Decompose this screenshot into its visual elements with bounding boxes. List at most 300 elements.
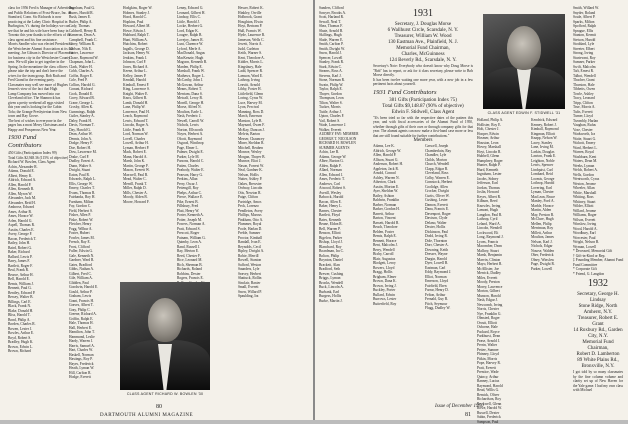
contributor-name: Smith, Dwight W. bbox=[319, 47, 369, 52]
footnote-line: ‡ Founding Member, Alumni Fund bbox=[573, 258, 623, 263]
contributor-name: Hull, Francis W. bbox=[238, 29, 295, 34]
contributor-name: Buckley, Porter bbox=[373, 288, 421, 293]
contributor-name: Snyder, Roland bbox=[573, 11, 623, 16]
contributor-name: Ripley, Dwight A. bbox=[238, 249, 295, 254]
contributor-name: Nason, Forrest W. bbox=[238, 164, 295, 169]
contributor-name: Drake, Carl F. bbox=[69, 155, 119, 160]
contributor-name: Atwood, Robert S. bbox=[319, 186, 369, 191]
contributor-name: Weeks, Lyman bbox=[573, 164, 623, 169]
contributor-name: Thayer, Gordon bbox=[319, 92, 369, 97]
contributor-name: Sewall, Neal T. bbox=[319, 20, 369, 25]
contributor-name: Morrill, George H. bbox=[177, 101, 234, 106]
contributor-name: Rice, Leonard M. bbox=[177, 258, 234, 263]
contributor-name: Nichols, Lewis bbox=[177, 123, 234, 128]
contributor-name: Taft, Ernest R. bbox=[573, 69, 623, 74]
contributor-name: Austin, Morton E. bbox=[373, 185, 421, 190]
contributor-name: Chamberlain, Ray bbox=[425, 149, 473, 154]
contributor-name: Phinney, Lloyd bbox=[477, 352, 527, 357]
contributor-name: Haskell, Norman bbox=[69, 353, 119, 358]
contributor-name: Sturtevant, Roy bbox=[573, 56, 623, 61]
fund-subheading: 381 Gifts (Participation Index 75) bbox=[373, 98, 473, 104]
contributor-name: Tracy, Leonard bbox=[573, 96, 623, 101]
page-number-left: 80 bbox=[156, 404, 162, 410]
contributor-name: Borden, Charles R. bbox=[8, 322, 65, 327]
contributor-name: Cushing, Lester bbox=[425, 198, 473, 203]
contributor-name: Achin, Alexander R. bbox=[8, 165, 65, 170]
contributor-name: Ellis, George W. bbox=[69, 182, 119, 187]
contributor-name: Lamb, Donald H. bbox=[123, 101, 173, 106]
contributor-name: Norton, Ellsworth bbox=[177, 128, 234, 133]
contributor-name: Bates, Kenneth bbox=[319, 218, 369, 223]
contributor-name: Lyford, Merle A. bbox=[177, 47, 234, 52]
contributor-name: Shute, Arnold B. bbox=[319, 29, 369, 34]
contributor-name: Paige, Clifton bbox=[238, 195, 295, 200]
contributor-name: Hosmer, Arthur bbox=[477, 136, 527, 141]
contributor-name: Leonard, Gilbert H. bbox=[177, 11, 234, 16]
contributor-name: Alexander, Reid H. bbox=[8, 201, 65, 206]
contributor-name: Whitney, Stuart bbox=[573, 200, 623, 205]
photo-caption-2: CLASS AGENT EDWIN F. STIDWELL '31 bbox=[475, 111, 573, 115]
contributor-name: Doe, Robert H. bbox=[69, 146, 119, 151]
contributor-name: Curtis, Oliver W. bbox=[425, 194, 473, 199]
contributor-name: Babcock, Harold bbox=[319, 195, 369, 200]
contributor-name: Melvin, Barton bbox=[238, 132, 295, 137]
contributor-name: Howard, Albert M. bbox=[123, 24, 173, 29]
contributor-name: Barnes, Chester bbox=[319, 209, 369, 214]
contributor-name: Blair, Augustus bbox=[373, 257, 421, 262]
contributor-name: Potter, Joseph M. bbox=[177, 218, 234, 223]
contributor-name: Aldrich, George W. bbox=[373, 149, 421, 154]
contributor-name: Griffin, Ralph E. bbox=[69, 317, 119, 322]
contributor-name: Comstock, Herbert bbox=[425, 180, 473, 185]
contributor-name: Gibbs, Nathan A. bbox=[69, 267, 119, 272]
contributor-name: Swift, Malcolm bbox=[573, 65, 623, 70]
contributor-name: Howe, Edwin J. bbox=[123, 29, 173, 34]
contributor-name: Lathrop, Irving bbox=[238, 78, 295, 83]
contributor-name: Colby, Warren E. bbox=[425, 176, 473, 181]
contributor-name: Lyon, Percival bbox=[238, 105, 295, 110]
contributor-name: Hoyt, Lincoln R. bbox=[477, 150, 527, 155]
footnote-line: * Corporate Gift bbox=[573, 267, 623, 272]
contributor-name: Miles, Everett bbox=[477, 276, 527, 281]
contributor-name: Briggs, Lyman bbox=[319, 276, 369, 281]
contributor-name: Hurd, Kenneth bbox=[477, 168, 527, 173]
contributor-name: Palmer, Dwight E. bbox=[177, 150, 234, 155]
contributor-name: Parkhurst, Dean bbox=[477, 334, 527, 339]
contributor-name: Belden, Foster bbox=[373, 230, 421, 235]
contributor-name: Osborne, Hale bbox=[477, 325, 527, 330]
contributor-name: Edwards, Ralph L. bbox=[69, 177, 119, 182]
contributor-name: Littlefield, Glenn bbox=[238, 92, 295, 97]
contributor-name: Wright, Nelson B. bbox=[573, 240, 623, 245]
contributor-name: Pettee, Sumner bbox=[477, 348, 527, 353]
article-line: and Public Relations of Frost-Bruce, Inc. in bbox=[8, 11, 65, 16]
contributor-name: Pillsbury, Fred bbox=[177, 204, 234, 209]
article-line: Stamford, Conn. Sic Richards is now bbox=[8, 15, 65, 20]
contributor-name: Graham, Lewis bbox=[69, 294, 119, 299]
contributor-name: Shea, Thomas F. bbox=[319, 24, 369, 29]
contributor-name: Seavey, Herbert bbox=[238, 272, 295, 277]
contributor-name: Bradford, Seth bbox=[319, 267, 369, 272]
contributor-name: Marvin, Clinton bbox=[477, 258, 527, 263]
contributor-name: Elliot, Norman bbox=[425, 275, 473, 280]
class-year-heading: 1932 bbox=[573, 278, 623, 290]
contributor-name: Neal, Gardner K. bbox=[238, 168, 295, 173]
footnote-line: Fund Committee bbox=[573, 263, 623, 268]
contributor-name: Hutchins, Robert bbox=[123, 42, 173, 47]
contributor-name: Lord, Norman W. bbox=[123, 132, 173, 137]
contributor-name: Keyes, Albert R. bbox=[477, 195, 527, 200]
contributor-name: Lane, Irving M. bbox=[531, 145, 571, 150]
contributor-name: Eaton, Paul R. bbox=[69, 173, 119, 178]
contributor-name: Clark, Walter H. bbox=[69, 65, 119, 70]
class-officer-line: Charles, McGuinness bbox=[373, 52, 473, 58]
contributor-name: Field, Herbert S. bbox=[69, 209, 119, 214]
contributor-name: Smith, Carlton P. bbox=[319, 42, 369, 47]
contributor-name: Kingsbury, Hale bbox=[238, 65, 295, 70]
contributor-name: Pease, Arnold J. bbox=[477, 339, 527, 344]
contributor-name: Kilburn, Reed bbox=[477, 199, 527, 204]
contributor-name: Day, Harold G. bbox=[69, 128, 119, 133]
contributor-name: Fletcher, Henry bbox=[69, 222, 119, 227]
left-column-5 bbox=[238, 6, 295, 299]
contributor-name: Page, Elmer L. bbox=[177, 146, 234, 151]
contributor-name: Pratt, Everett bbox=[477, 366, 527, 371]
contributor-name: Marden, Philip E. bbox=[177, 65, 234, 70]
contributor-name: Moore, Howard F. bbox=[123, 200, 173, 205]
contributor-name: Eastman, Carl bbox=[425, 266, 473, 271]
contributor-name: Knowles, Irving bbox=[477, 204, 527, 209]
contributor-name: Flagg, Dudley W. bbox=[425, 306, 473, 311]
contributor-name: Skillings, Hugh bbox=[319, 33, 369, 38]
contributor-name: Mitchell, Reuben bbox=[238, 146, 295, 151]
contributor-name: Slade, Warren E. bbox=[319, 38, 369, 43]
contributor-name: Carter, Lawrence bbox=[69, 51, 119, 56]
contributor-name: Phillips, Marcus bbox=[238, 213, 295, 218]
contributor-name: Kimball, Ernest F. bbox=[123, 83, 173, 88]
contributor-name: Anderson, Robert H. bbox=[373, 162, 421, 167]
contributor-name: Rogers, Francis E. bbox=[177, 276, 234, 281]
article-line: the Westchester Alumni Association at its fall bbox=[8, 47, 65, 52]
contributor-name: Leavitt, Arnold bbox=[238, 83, 295, 88]
contributor-name: Lord, Edgar K. bbox=[177, 29, 234, 34]
article-line: pages has a most Merry Christmas and a bbox=[8, 123, 65, 128]
contributor-name: Pope, Harvey R. bbox=[477, 361, 527, 366]
contributor-name: Beal, Frank R. bbox=[8, 268, 65, 273]
contributor-name: Shattuck, Rollin bbox=[238, 276, 295, 281]
contributor-name: Dwight, Stuart bbox=[69, 168, 119, 173]
contributor-name: Goodwin, Harold E. bbox=[69, 285, 119, 290]
article-paragraph: Secretary's Note: Everybody who doesn't know why Doug Morse is "Bob" has to report, or ask for it class secretary, please write to Bob Morse directly. bbox=[373, 64, 473, 78]
contributor-name: Berry, Wendell bbox=[373, 248, 421, 253]
contributor-name: Hood, Harold C. bbox=[123, 15, 173, 20]
contributor-name: Jordan, Thomas bbox=[477, 186, 527, 191]
contributor-name: Caswell, Joseph bbox=[425, 144, 473, 149]
contributor-name: Soule, Albert P. bbox=[573, 15, 623, 20]
contributor-name: Clapp, Edgar R. bbox=[425, 167, 473, 172]
contributor-name: Libby, Foster H. bbox=[238, 87, 295, 92]
contributor-name: Cameron, Dean A. bbox=[69, 33, 119, 38]
contributor-name: Robbins, Dexter bbox=[177, 272, 234, 277]
contributor-name: Merriman, Roy bbox=[531, 226, 571, 231]
article-line: Morris Sandler who was elected President of bbox=[8, 42, 65, 47]
contributor-name: Davison, Clyde bbox=[425, 216, 473, 221]
article-line: given a pretty weekend all eggs visited bbox=[8, 101, 65, 106]
contributor-name: Campbell, Frank C. bbox=[69, 38, 119, 43]
contributor-name: Prentice, Wade bbox=[477, 370, 527, 375]
fund-heading: 1931 Fund Contributors bbox=[373, 89, 473, 97]
contributor-name: MacDonald, Angus bbox=[177, 51, 234, 56]
contributor-name: Andrews, Carl bbox=[319, 182, 369, 187]
contributor-name: Gilbert, Fred C. bbox=[69, 272, 119, 277]
contributor-name: Barton, Vincent bbox=[373, 216, 421, 221]
contributor-name: Fitch, Seymour bbox=[425, 302, 473, 307]
contributor-name: Larkin, Douglas bbox=[531, 150, 571, 155]
contributor-name: Evans, Thomas R. bbox=[69, 191, 119, 196]
contributor-name: Manning, Ross D. bbox=[238, 110, 295, 115]
contributor-name: Gale, Kenneth N. bbox=[69, 254, 119, 259]
contributor-name: French, Ray E. bbox=[69, 240, 119, 245]
contributor-name: Nelson, Karl J. bbox=[531, 240, 571, 245]
contributor-name: Magoon, Kenneth R. bbox=[177, 60, 234, 65]
contributor-name: Merrick, Dudley bbox=[477, 271, 527, 276]
contributor-name: Strong, Irving bbox=[573, 51, 623, 56]
contributor-name: McCarthy, John J. bbox=[177, 78, 234, 83]
contributor-name: Daley, Frank H. bbox=[69, 119, 119, 124]
contributor-name: Messer, Chauncey bbox=[238, 137, 295, 142]
right-page bbox=[315, 0, 628, 420]
contributor-name: Spaulding, Ira bbox=[238, 294, 295, 299]
contributor-name: Metcalf, Leroy B. bbox=[177, 96, 234, 101]
contributor-name: Dorr, Chester A. bbox=[425, 243, 473, 248]
contributor-name: Nye, Franklin G. bbox=[477, 312, 527, 317]
contributor-name: Collins, Harold G. bbox=[69, 83, 119, 88]
article-line: see that he and his wife have been busy in bbox=[8, 29, 65, 34]
contributor-name: Corey, Edward B. bbox=[69, 96, 119, 101]
contributor-name: Lindsay, Ellis C. bbox=[177, 15, 234, 20]
contributor-name: Hinkley, Orville bbox=[238, 11, 295, 16]
contributor-name: Morgan, Thayer B. bbox=[238, 155, 295, 160]
contributor-name: Stark, Edwin C. bbox=[319, 65, 369, 70]
contributor-name: Buck, Lincoln A. bbox=[319, 285, 369, 290]
contributor-name: Lougee, Ralph B. bbox=[177, 33, 234, 38]
article-line: Spring. In the meantime the class officers bbox=[8, 65, 65, 70]
contributor-name: Averill, Wesley bbox=[319, 191, 369, 196]
contributor-name: Lovejoy, James R. bbox=[177, 38, 234, 43]
contributor-name: Chandler, Lyle bbox=[425, 153, 473, 158]
contributor-name: Pike, Ernest B. bbox=[177, 200, 234, 205]
contributor-name: Bentley, Edward P. bbox=[8, 291, 65, 296]
contributor-name: Powers, Norman A. bbox=[177, 222, 234, 227]
contributor-name: Knight, Walter E. bbox=[123, 92, 173, 97]
right-column-1 bbox=[319, 6, 369, 303]
contributor-name: Hastings, Roy P. bbox=[69, 357, 119, 362]
contributor-name: Austin, Charles E. bbox=[8, 228, 65, 233]
contributor-name: Sprague, Ellis bbox=[573, 29, 623, 34]
contributor-name: Kent, Theodore A. bbox=[238, 56, 295, 61]
contributor-name: Heath, Lyman W. bbox=[69, 366, 119, 371]
contributor-name: Fernald, Guy R. bbox=[425, 297, 473, 302]
contributor-name: Wadsworth, Ira bbox=[573, 132, 623, 137]
contributor-name: Allen, Myron W. bbox=[8, 192, 65, 197]
contributor-name: Parker, Lowell bbox=[531, 267, 571, 272]
contributor-name: Thacher, Grant bbox=[573, 78, 623, 83]
contributor-name: Albee, Burton G. bbox=[319, 159, 369, 164]
contributor-name: Lewis, Spencer bbox=[531, 163, 571, 168]
contributor-name: Bixby, Carroll bbox=[373, 252, 421, 257]
contributor-name: Caldwell, Henry R. bbox=[69, 29, 119, 34]
contributor-name: Durgin, Harold bbox=[425, 257, 473, 262]
contributor-name: Foster, Hubert bbox=[69, 231, 119, 236]
contributor-name: Kimball, Raymond bbox=[531, 127, 571, 132]
contributor-name: Emery, Charles T. bbox=[69, 186, 119, 191]
contributor-name: Emerson, Lloyd bbox=[425, 279, 473, 284]
contributor-name: Hodgkins, Roger W. bbox=[123, 6, 173, 11]
contributor-name: Barker, Gordon H. bbox=[373, 207, 421, 212]
contributor-name: Jacobs, Sidney bbox=[477, 177, 527, 182]
article-line: class agent and his fine assistance. bbox=[8, 38, 65, 43]
contributor-name: Nelson, Hollis bbox=[238, 173, 295, 178]
contributor-name: Atherton, Clark bbox=[373, 180, 421, 185]
fund-subheading: Total Gifts $2,948.36 (115% of objective) bbox=[8, 156, 65, 161]
contributor-name: Moulton, James bbox=[531, 235, 571, 240]
contributor-name: Perkins, Allan bbox=[177, 177, 234, 182]
contributor-name: Taylor, Ralph E. bbox=[319, 87, 369, 92]
contributor-name: Dean, Arthur W. bbox=[69, 132, 119, 137]
contributor-name: Maxwell, Paul R. bbox=[123, 173, 173, 178]
contributor-name: Rich, Sherman B. bbox=[177, 263, 234, 268]
contributor-name: Eddy, Raymond J. bbox=[425, 270, 473, 275]
contributor-name: Hardy, Warren J. bbox=[69, 339, 119, 344]
contributor-name: Barry, James F. bbox=[8, 259, 65, 264]
class-officer-line: 124 Beverly Rd., Scarsdale, N. Y. bbox=[373, 58, 473, 64]
contributor-name: Bemis, Ralph E. bbox=[373, 234, 421, 239]
contributor-name: Safford, Weston bbox=[238, 263, 295, 268]
contributor-name: Bowen, Lester J. bbox=[8, 327, 65, 332]
contributor-name: Lyman, Herbert P. bbox=[123, 146, 173, 151]
contributor-name: Cummings, Ralph bbox=[69, 110, 119, 115]
contributor-name: Coffin, Roger E. bbox=[69, 74, 119, 79]
footnote-line: * Deceased, Memorial Gift bbox=[573, 249, 623, 254]
contributor-name: Winslow, Irving bbox=[573, 222, 623, 227]
article-line: The best of wishes to everyone in the bbox=[8, 119, 65, 124]
contributor-name: Hovey, Marshall bbox=[477, 145, 527, 150]
contributor-name: Ray, Merton E. bbox=[177, 249, 234, 254]
contributor-name: Norris, Chester bbox=[477, 307, 527, 312]
contributor-name: Carlson, Nils E. bbox=[69, 47, 119, 52]
contributor-name: Holbrook, Grant bbox=[238, 15, 295, 20]
contributor-name: Brooks, Wendell bbox=[319, 281, 369, 286]
contributor-name: Swain, Philip W. bbox=[319, 83, 369, 88]
contributor-name: Achin, Lee R. bbox=[319, 150, 369, 155]
contributor-name: Miner, Sheldon R. bbox=[238, 141, 295, 146]
contributor-name: Nutter, Ashley P. bbox=[238, 177, 295, 182]
article-paragraph: It has been twelve waiting one more year, with a new job in a few pertinent facts about yourself. bbox=[373, 78, 473, 87]
contributor-name: Dennis, John A. bbox=[69, 137, 119, 142]
contributor-name: Bliss, Harold T. bbox=[8, 313, 65, 318]
contributor-name: Hall, Herbert E. bbox=[69, 326, 119, 331]
contributor-name: Appleton, Jack R. bbox=[373, 167, 421, 172]
contributor-name: Burrows, Lester bbox=[373, 297, 421, 302]
contributor-name: Cook, Donald E. bbox=[69, 92, 119, 97]
contributor-name: Moody, Preston bbox=[477, 280, 527, 285]
contributor-name: Tuttle, Arthur J. bbox=[319, 110, 369, 115]
contributor-name: Raymond, Harold bbox=[477, 384, 527, 389]
contributor-name: Little, Harold J. bbox=[177, 20, 234, 25]
contributor-name: Nourse, Walden bbox=[531, 249, 571, 254]
contributor-name: Lothrop, Harold bbox=[531, 181, 571, 186]
contributor-name: Fowler, James M. bbox=[69, 236, 119, 241]
contributor-name: Kendall, Harold bbox=[123, 78, 173, 83]
contributor-name: Fisher, Allen P. bbox=[69, 213, 119, 218]
contributor-name: Stevens, Karl J. bbox=[319, 74, 369, 79]
contributor-name: Brown, Richard bbox=[8, 349, 65, 354]
contributor-name: Bacon, Allen E. bbox=[319, 200, 369, 205]
article-line: meeting. Joe Gibson is Director of Placement bbox=[8, 51, 65, 56]
contributor-name: Walker, Everett bbox=[319, 128, 369, 133]
contributor-name: Mellen, Philip bbox=[531, 222, 571, 227]
contributor-name: Mason, Everett W. bbox=[123, 168, 173, 173]
portrait-head bbox=[507, 26, 541, 70]
contributor-name: Manley, Ford A. bbox=[531, 199, 571, 204]
fund-subheading: Total Gifts $9,148.87 (90% of objective) bbox=[373, 104, 473, 110]
contributor-name: Lyons, Francis bbox=[477, 240, 527, 245]
contributor-name: Parsons, Harold C. bbox=[177, 159, 234, 164]
contributor-name: Moody, Alden B. bbox=[123, 195, 173, 200]
contributor-name: Hyde, Laurence R. bbox=[238, 33, 295, 38]
left-column-2 bbox=[69, 6, 119, 380]
page-number-right: 81 bbox=[465, 412, 471, 418]
contributor-name: Houston, Leon bbox=[477, 141, 527, 146]
contributor-name: Proctor, Kimball bbox=[238, 236, 295, 241]
fund-heading: 1930 Fund Contributors bbox=[8, 134, 65, 150]
contributor-name: Bolton, Philip bbox=[319, 254, 369, 259]
contributor-name: Otis, Newton R. bbox=[238, 191, 295, 196]
contributor-name: Dyer, Lowell B. bbox=[425, 261, 473, 266]
contributor-name: Towle, Ashley bbox=[573, 92, 623, 97]
class-officer-line: Memorial Fund Chairman, bbox=[573, 340, 623, 352]
contributor-name: Merriam, Dana S. bbox=[177, 92, 234, 97]
members-column-a bbox=[373, 144, 421, 311]
contributor-name: Plummer, Royal bbox=[238, 222, 295, 227]
contributor-name: Ayer, Sheldon W. bbox=[373, 189, 421, 194]
contributor-name: Putnam, William G. bbox=[177, 236, 234, 241]
contributor-name: Keene, Arthur L. bbox=[123, 69, 173, 74]
contributor-name: Maynard, Owen F. bbox=[238, 123, 295, 128]
contributor-name: Burke, Martin J. bbox=[319, 299, 369, 304]
contributor-name: Vaughan, Rufus bbox=[573, 123, 623, 128]
footnote-line: * Friend, G. Langdon bbox=[573, 272, 623, 277]
contributor-name: Marshall, Frank W. bbox=[177, 69, 234, 74]
contributor-name: Lincoln, Wendell bbox=[477, 226, 527, 231]
contributor-name: Newcomb, Irving bbox=[477, 303, 527, 308]
article-line: practicing at the Lahey Clinic Hospital in bbox=[8, 20, 65, 25]
contributor-name: Munson, Harold bbox=[477, 294, 527, 299]
contributor-name: Porter, Kenneth A. bbox=[177, 213, 234, 218]
contributor-name: Joslin, Howard bbox=[477, 190, 527, 195]
contributor-name: Billings, Carl E. bbox=[8, 300, 65, 305]
article-paragraph: I got told by so many classmates by the fine column volume and clarity set up of New Haven for the Yale game. I had my own class with Michael bbox=[573, 370, 623, 393]
contributor-name: Snow, Harold J. bbox=[319, 51, 369, 56]
contributor-name: White, Marshall bbox=[573, 191, 623, 196]
contributor-name: Avery, George F. bbox=[8, 232, 65, 237]
contributor-name: Stoddard, Lyle bbox=[573, 42, 623, 47]
contributor-name: Bennett, Paul G. bbox=[8, 286, 65, 291]
contributor-name: Stone, Norman R. bbox=[319, 78, 369, 83]
class-officer-line: Secretary, J. Douglas Morse bbox=[373, 22, 473, 28]
contributor-name: Church, Wendell bbox=[425, 162, 473, 167]
contributor-name: Stanley, Frank R. bbox=[319, 60, 369, 65]
